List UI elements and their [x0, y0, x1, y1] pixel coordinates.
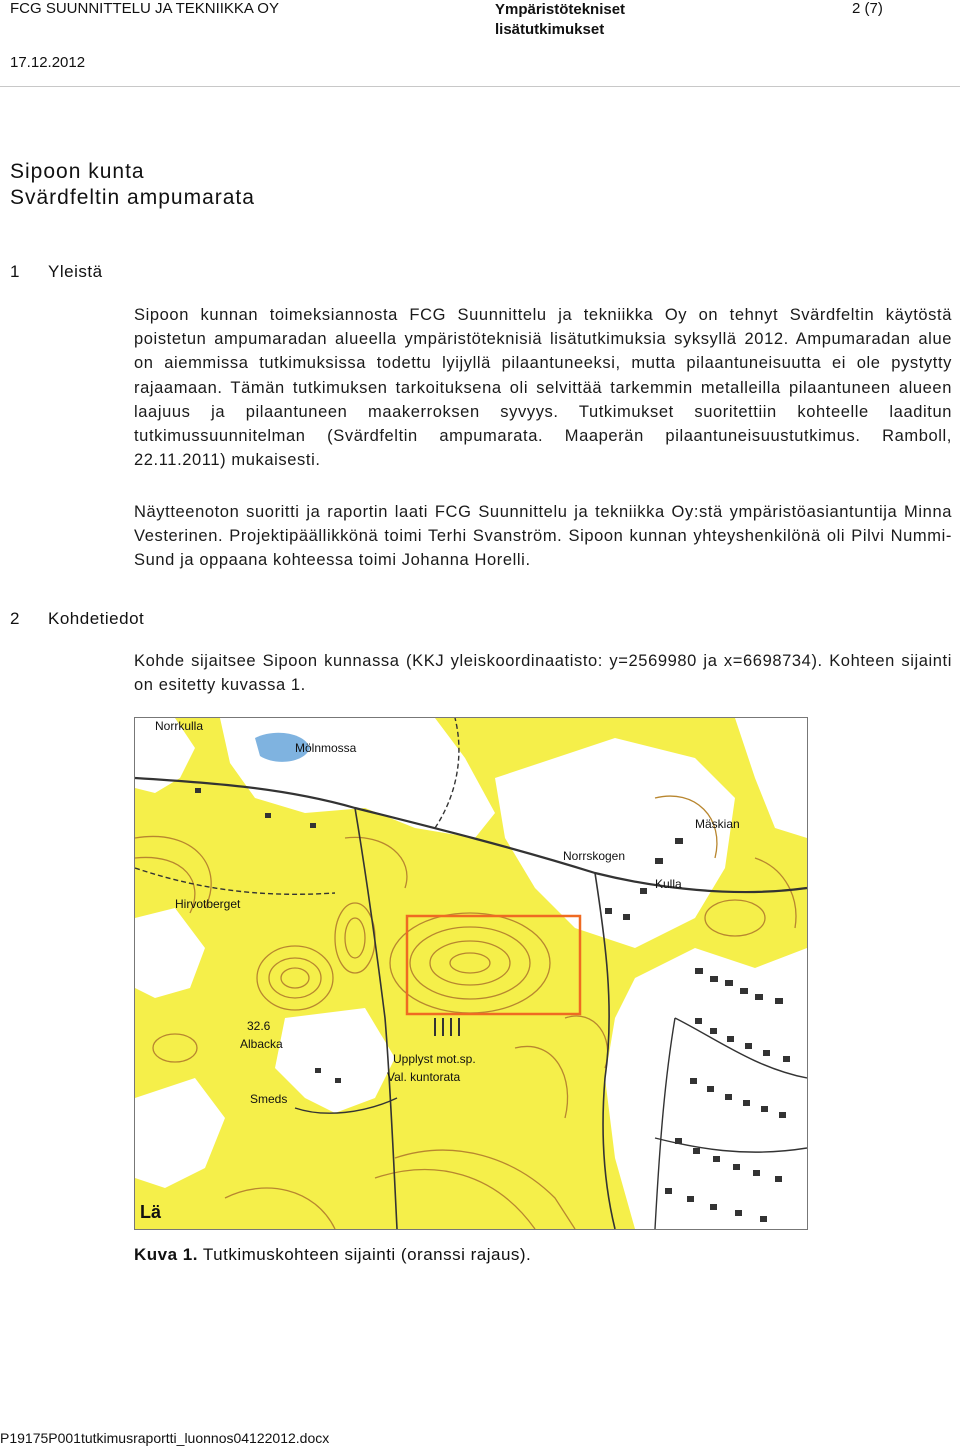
doc-title-line1: Sipoon kunta — [10, 160, 145, 183]
map-label-maskian: Mäskian — [695, 817, 740, 831]
map-label-kulla: Kulla — [655, 877, 682, 891]
location-map-svg — [135, 718, 807, 1229]
figure-caption-text: Tutkimuskohteen sijainti (oranssi rajaus). — [202, 1245, 532, 1264]
map-label-kuntorata: Val. kuntorata — [387, 1070, 461, 1084]
map-label-hirvotberget: Hirvotberget — [175, 897, 241, 911]
map-label-albacka: Albacka — [240, 1037, 283, 1051]
location-map — [134, 717, 808, 1230]
section-1-paragraph-2: Näytteenoton suoritti ja raportin laati FCG Suunnittelu ja tekniikka Oy:stä ympäristöasiantuntija Minna Vesterinen. Projektipäällikkönä toimi Terhi Svanström. Sipoon kunnan yhteyshenkilönä oli Pilvi Nummi-Sund ja oppaana kohteessa toimi Johanna Horelli. — [134, 503, 952, 570]
map-label-elevation: 32.6 — [247, 1019, 271, 1033]
page-number: 2 (7) — [852, 0, 883, 17]
doc-title-line2: Svärdfeltin ampumarata — [10, 186, 255, 209]
figure-caption-label: Kuva 1. — [134, 1245, 198, 1264]
map-label-norrskogen: Norrskogen — [563, 849, 626, 863]
header-company: FCG SUUNNITTELU JA TEKNIIKKA OY — [10, 0, 279, 17]
header-divider — [0, 86, 960, 87]
map-label-smeds: Smeds — [250, 1092, 288, 1106]
map-label-la: Lä — [140, 1202, 162, 1222]
header-title-line2: lisätutkimukset — [495, 21, 605, 38]
map-label-molnmossa: Mölnmossa — [295, 741, 357, 755]
figure-caption — [134, 1245, 531, 1265]
header-title — [495, 0, 625, 40]
section-2-heading: Kohdetiedot — [48, 609, 145, 628]
section-2-number: 2 — [10, 609, 20, 628]
section-1-number: 1 — [10, 262, 20, 281]
footer-filename: P19175P001tutkimusraportti_luonnos04122012.docx — [0, 1430, 330, 1446]
section-1-heading: Yleistä — [48, 262, 103, 281]
map-label-upplyst: Upplyst mot.sp. — [393, 1052, 476, 1066]
map-open-area — [605, 948, 807, 1229]
section-1-paragraph-1: Sipoon kunnan toimeksiannosta FCG Suunnittelu ja tekniikka Oy on tehnyt Svärdfeltin käytöstä poistetun ampumaradan alueella ympäristöteknisiä lisätutkimuksia syksyllä 2012. Ampumaradan alue on aiemmissa tutkimuksissa todettu lyijyllä pilaantuneeksi, mutta pilaantuneisuutta ei ole pystytty rajaamaan. Tämän tutkimuksen tarkoituksena oli selvittää tarkemmin metalleilla pilaantuneen alueen laajuus ja pilaantuneen maakerroksen syvyys. Tutkimukset suoritettiin kohteelle laaditun tutkimussuunnitelman (Svärdfeltin ampumarata. Maaperän pilaantuneisuustutkimus. Ramboll, 22.11.2011) mukaisesti. — [134, 306, 952, 470]
header-title-line1: Ympäristötekniset — [495, 1, 626, 18]
map-label-norrkulla: Norrkulla — [155, 719, 204, 733]
section-2-paragraph-1: Kohde sijaitsee Sipoon kunnassa (KKJ yleiskoordinaatisto: y=2569980 ja x=6698734). Kohteen sijainti on esitetty kuvassa 1. — [134, 652, 952, 695]
header-date: 17.12.2012 — [10, 54, 86, 71]
